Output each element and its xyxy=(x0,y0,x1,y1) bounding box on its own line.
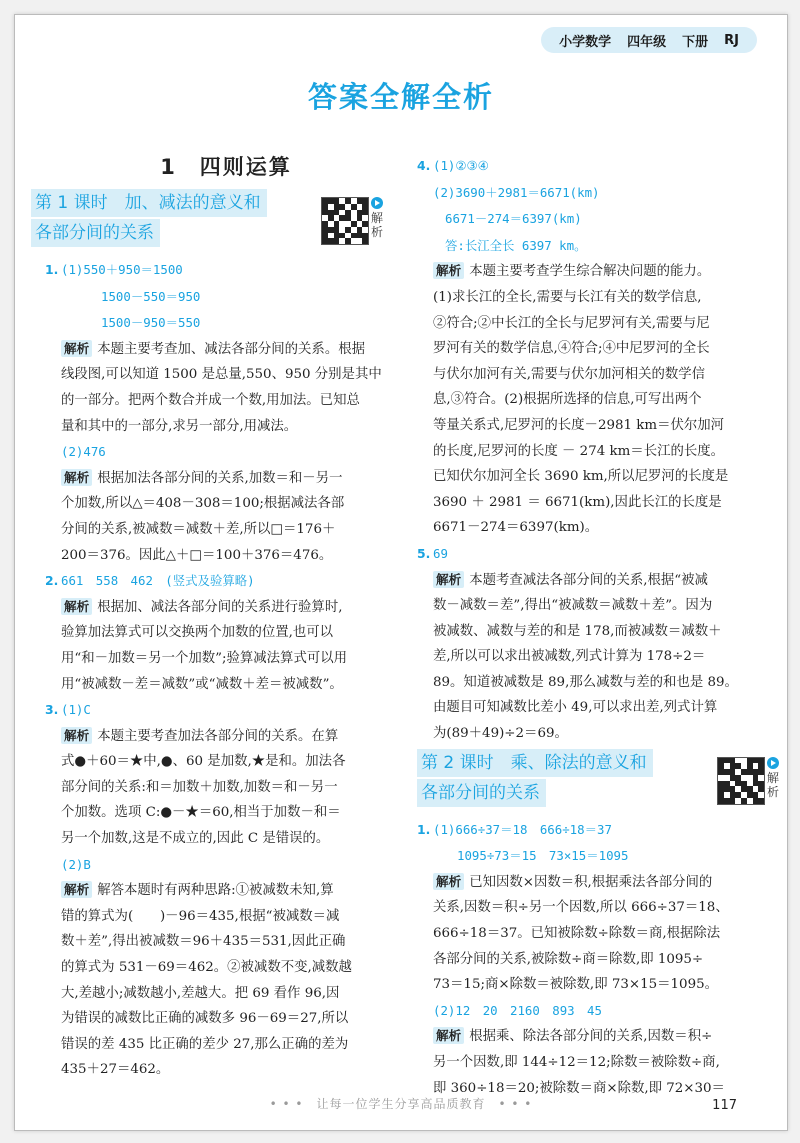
question-3: 3. (1)C 解析 本题主要考查加法各部分间的关系。在算 式●＋60＝★中,●、60 是加数,★是和。加法各 部分间的关系:和＝加数＋加数,加数＝和－另一 个加数。选项 C:●－★＝60,相当于加数－和＝ 另一个加数,这是不成立的,因此 C 是错误的。 (2)B 解析 解答本题时有两种思路:①被减数未知,算 错的算式为( )－96＝435,根据“被减数＝减 数＋差”,得出被减数＝96＋435＝531,因此正确 的算式为 531－69＝462。②被减数不变,减数越 大,差越小;减数越小,差越大。把 69 看作 96,因 为错误的减数比正确的减数多 96－69＝27,所以 错误的差 435 比正确的差少 27,那么正确的差为 435＋27＝462。 xyxy=(45,702,352,1078)
lesson-1-title-line2: 各部分间的关系 xyxy=(31,219,160,247)
left-column xyxy=(35,153,407,1083)
lesson-2-title-line1: 第 2 课时 乘、除法的意义和 xyxy=(417,749,653,777)
question-5: 5. 69 解析 本题考查减法各部分间的关系,根据“被减 数－减数＝差”,得出“被减数＝减数＋差”。因为 被减数、减数与差的和是 178,而被减数＝减数＋ 差,所以可以求出被减数,列式计算为 178÷2＝ 89。知道被减数是 89,那么减数与差的和也是 89。 由题目可知减数比差小 49,可以求出差,列式计算 为(89＋49)÷2＝69。 xyxy=(417,545,738,742)
analysis-tag: 解析 xyxy=(61,469,92,486)
qr-code-icon[interactable] xyxy=(717,757,765,805)
unit-title: 1 四则运算 xyxy=(160,155,292,179)
lesson-1-title-line1: 第 1 课时 加、减法的意义和 xyxy=(31,189,267,217)
lesson-2-title-line2: 各部分间的关系 xyxy=(417,779,546,807)
analysis-tag: 解析 xyxy=(61,598,92,615)
analysis-tag: 解析 xyxy=(433,262,464,279)
page-title: 答案全解全析 xyxy=(307,80,494,114)
header-grade: 四年级 xyxy=(627,34,667,50)
header-volume: 下册 xyxy=(682,34,709,50)
lesson-1-heading xyxy=(31,189,407,251)
analysis-tag: 解析 xyxy=(61,340,92,357)
question-2: 2. 661 558 462 (竖式及验算略) 解析 根据加、减法各部分间的关系进行验算时, 验算加法算式可以交换两个加数的位置,也可以 用“和－加数＝另一个加数”;验算减法算式可以用 用“被减数－差＝减数”或“减数＋差＝被减数”。 xyxy=(45,573,348,692)
header-edition: RJ xyxy=(724,32,739,48)
qr-label: 解析 xyxy=(766,770,779,799)
footer-slogan: • • • 让每一位学生分享高品质教育 • • • xyxy=(269,1097,533,1111)
header-badge xyxy=(541,27,757,53)
analysis-tag: 解析 xyxy=(433,1027,464,1044)
analysis-tag: 解析 xyxy=(61,881,92,898)
analysis-tag: 解析 xyxy=(433,873,464,890)
play-arrow-icon xyxy=(371,197,383,209)
header-subject: 小学数学 xyxy=(559,34,612,50)
qr-label: 解析 xyxy=(370,211,383,239)
lesson-2-heading xyxy=(417,749,779,811)
page-number: 117 xyxy=(712,1098,737,1113)
question-4: 4. (1)②③④ (2)3690＋2981＝6671(km) 6671－274＝6397(km) 答:长江全长 6397 km。 解析 本题主要考查学生综合解决问题的能力。 (1)求长江的全长,需要与长江有关的数学信息, ②符合;②中长江的全长与尼罗河有关,需要与尼 罗河有关的数学信息,④符合;④中尼罗河的全长 与伏尔加河有关,需要与伏尔加河相关的数学信 息,③符合。(2)根据所选择的信息,可写出两个 等量关系式,尼罗河的长度－2981 km＝伏尔加河 的长度,尼罗河的长度 － 274 km＝长江的长度。 已知伏尔加河全长 3690 km,所以尼罗河的长度是 3690 ＋ 2981 ＝ 6671(km),因此长江的长度是 6671－274＝6397(km)。 xyxy=(417,158,729,536)
analysis-tag: 解析 xyxy=(61,727,92,744)
question-1: 1. (1)550＋950＝1500 1500－550＝950 1500－950＝550 解析 本题主要考查加、减法各部分间的关系。根据 线段图,可以知道 1500 是总量,550、950 分别是其中 的一部分。把两个数合并成一个数,用加法。已知总 量和其中的一部分,求另一部分,用减法。 (2)476 解析 根据加法各部分间的关系,加数＝和－另一 个加数,所以△＝408－308＝100;根据减法各部 分间的关系,被减数＝减数＋差,所以□＝176＋ 200＝376。因此△＋□＝100＋376＝476。 xyxy=(45,262,382,563)
page xyxy=(14,14,788,1131)
qr-code-icon[interactable] xyxy=(321,197,369,245)
analysis-tag: 解析 xyxy=(433,571,464,588)
play-arrow-icon xyxy=(767,757,779,769)
lesson-2-question-1: 1. (1)666÷37＝18 666÷18＝37 1095÷73＝15 73×15＝1095 解析 已知因数×因数＝积,根据乘法各部分间的 关系,因数＝积÷另一个因数,所以 666÷37＝18、 666÷18＝37。已知被除数÷除数＝商,根据除法 各部分间的关系,被除数÷商＝除数,即 1095÷ 73＝15;商×除数＝被除数,即 73×15＝1095。 (2)12 20 2160 893 45 解析 根据乘、除法各部分间的关系,因数＝积÷ 另一个因数,即 144÷12＝12;除数＝被除数÷商, 即 360÷18＝20;被除数＝商×除数,即 72×30＝ xyxy=(417,821,729,1096)
right-column xyxy=(417,153,779,1101)
